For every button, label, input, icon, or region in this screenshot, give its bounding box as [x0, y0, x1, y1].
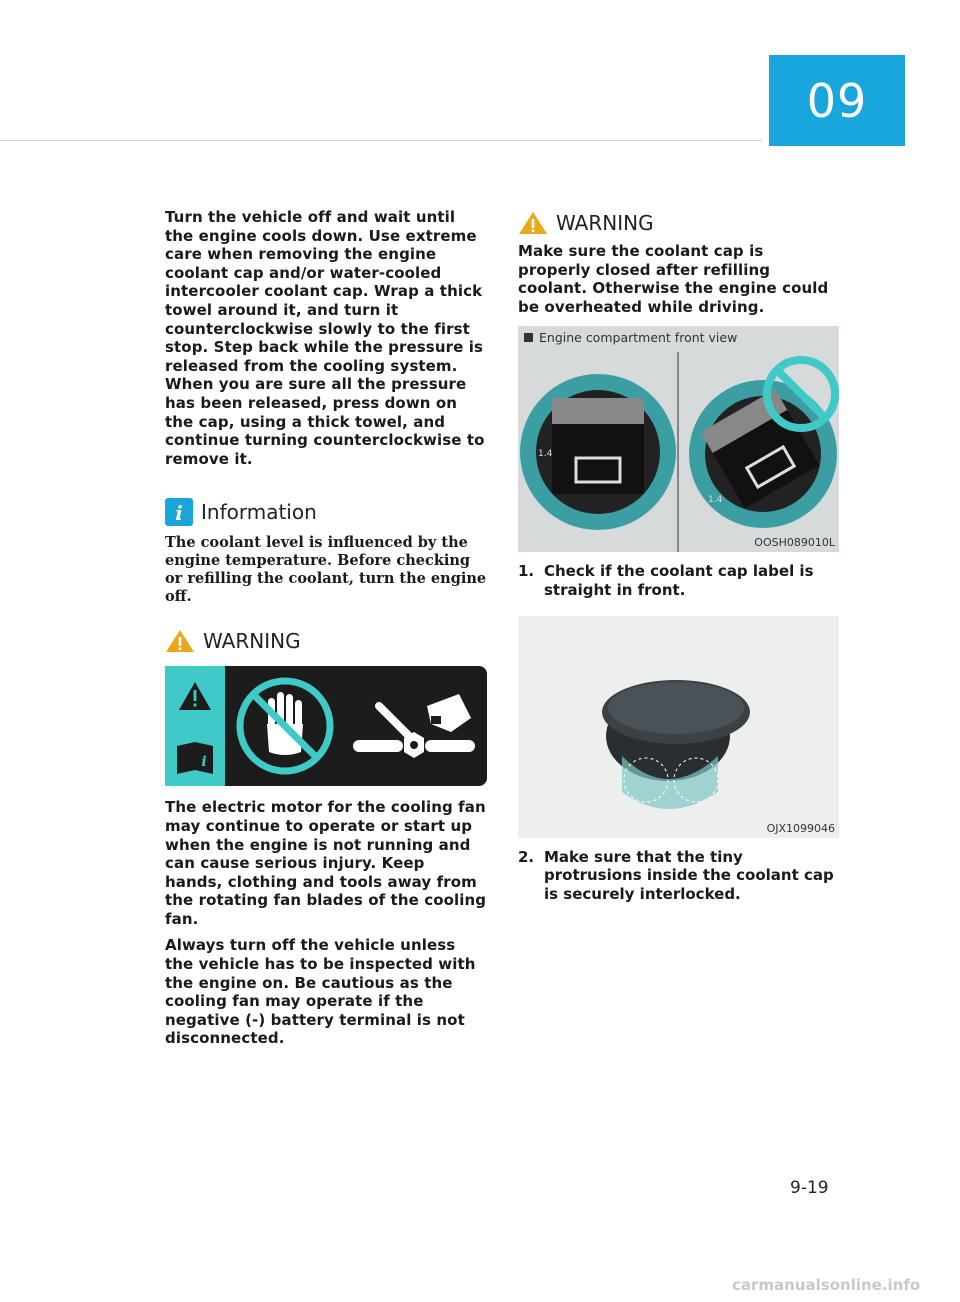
- information-title: Information: [201, 500, 317, 525]
- svg-text:i: i: [175, 501, 183, 526]
- step-2-number: 2.: [518, 847, 535, 866]
- cap-protrusions-photo: [518, 616, 839, 838]
- figure-code-1: OOSH089010L: [754, 536, 835, 550]
- manual-book-icon: [177, 742, 213, 774]
- figure-code-2: OJX1099046: [766, 821, 835, 835]
- page-number: 9-19: [790, 1178, 829, 1198]
- header-rule: [0, 140, 762, 141]
- figure-bullet: [524, 333, 533, 342]
- right-column: [518, 210, 839, 903]
- fan-warning-label: [165, 666, 487, 786]
- step-2-text: Make sure that the tiny protrusions inside the coolant cap is securely interlocked.: [544, 847, 834, 903]
- step-1-text: Check if the coolant cap label is straight in front.: [544, 562, 814, 599]
- left-column: [165, 208, 487, 1048]
- chapter-tab: 09: [769, 55, 905, 146]
- svg-text:1.4: 1.4: [708, 495, 723, 506]
- step-1-number: 1.: [518, 562, 535, 581]
- coolant-cap-photos: [518, 352, 839, 552]
- svg-text:i: i: [201, 754, 207, 771]
- svg-text:1.4: 1.4: [538, 449, 553, 460]
- correct-cap-image: [520, 374, 676, 530]
- watermark: carmanualsonline.info: [732, 1276, 921, 1294]
- warning-icon: [165, 628, 195, 654]
- warning-heading-left: [165, 628, 487, 654]
- figure-cap-protrusions: [518, 616, 839, 838]
- figure-coolant-caps: [518, 326, 839, 552]
- step-2: [518, 848, 839, 904]
- warning-title-left: WARNING: [203, 629, 301, 654]
- info-icon: [165, 498, 193, 526]
- warning-title-right: WARNING: [556, 211, 654, 235]
- warning-icon: [518, 210, 548, 236]
- figure-label: Engine compartment front view: [524, 330, 737, 345]
- information-text: The coolant level is influenced by the engine temperature. Before checking or refilling the coolant, turn the engine off.: [165, 534, 487, 606]
- fan-warning-paragraph-1: The electric motor for the cooling fan may continue to operate or start up when the engine is not running and can cause serious injury. Keep hands, clothing and tools away from the rotating fan blades of the cooling fan.: [165, 798, 487, 928]
- cap-warning-text: Make sure the coolant cap is properly closed after refilling coolant. Otherwise the engine could be overheated while driving.: [518, 242, 829, 316]
- fan-warning-paragraph-2: Always turn off the vehicle unless the vehicle has to be inspected with the engine on. Be cautious as the cooling fan may operate if the negative (-) battery terminal is not disconnected.: [165, 936, 476, 1048]
- step-1: [518, 562, 839, 599]
- warning-heading-right: [518, 210, 839, 236]
- coolant-cap-image: [602, 680, 750, 809]
- information-heading: [165, 498, 487, 526]
- intro-paragraph: Turn the vehicle off and wait until the engine cools down. Use extreme care when removing the engine coolant cap and/or water-cooled intercooler coolant cap. Wrap a thick towel around it, and turn it counterclockwise slowly to the first stop. Step back while the pressure is released from the cooling system. When you are sure all the pressure has been released, press down on the cap, using a thick towel, and continue turning counterclockwise to remove it.: [165, 208, 485, 468]
